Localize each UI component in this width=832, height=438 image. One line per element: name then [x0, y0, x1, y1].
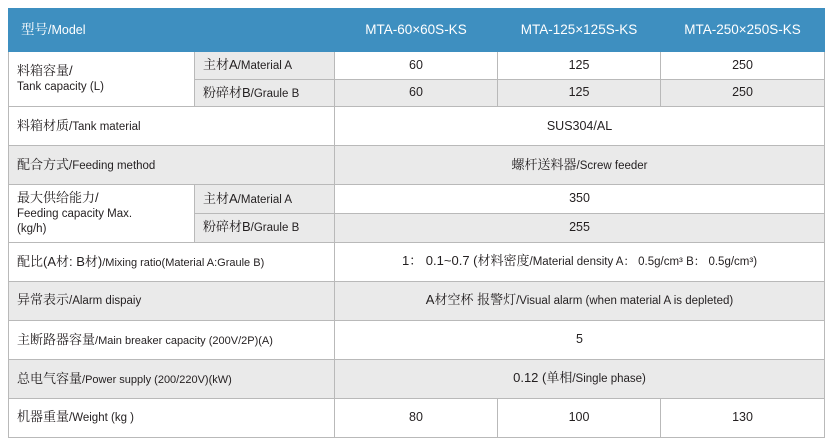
value-alarm-display-en: /Visual alarm (when material A is depleted): [516, 295, 734, 308]
sub-label-material-a-cn: 主材A: [203, 57, 238, 72]
specification-table: [8, 8, 825, 438]
row-label-main-breaker: [9, 320, 335, 359]
value-feeding-method-cn: 螺杆送料器: [511, 156, 577, 172]
table-row: [9, 185, 825, 214]
value-tank-capacity-b-60: 60: [335, 79, 498, 107]
sub-label-feeding-graule-b-en: /Graule B: [250, 222, 300, 235]
sub-label-material-a: [195, 52, 335, 80]
value-feeding-method: [335, 146, 825, 185]
value-feeding-method-en: /Screw feeder: [576, 159, 648, 172]
row-label-weight: [9, 398, 335, 437]
row-label-alarm-display-cn: 异常表示: [17, 292, 70, 308]
row-label-alarm-display-en: /Alarm dispaiy: [69, 295, 142, 308]
row-label-mixing-ratio: [9, 242, 335, 281]
row-label-weight-cn: 机器重量: [17, 409, 70, 425]
header-model-cell: [9, 9, 335, 52]
table-row: [9, 146, 825, 185]
row-label-tank-material: [9, 107, 335, 146]
table-row: [9, 320, 825, 359]
value-weight-100: 100: [498, 398, 661, 437]
sub-label-graule-b-en: /Graule B: [250, 87, 300, 100]
value-mixing-ratio-cn: 1： 0.1~0.7 (材料密度: [401, 253, 530, 269]
value-power-supply-cn: 0.12 (单相: [513, 370, 573, 386]
spec-table-container: [8, 8, 824, 438]
row-label-weight-en: /Weight (kg ): [69, 412, 134, 425]
table-row: [9, 359, 825, 398]
value-tank-capacity-b-250: 250: [661, 79, 825, 107]
row-label-feeding-capacity: [9, 185, 195, 243]
row-label-power-supply-en: /Power supply (200/220V)(kW): [82, 373, 232, 386]
row-label-main-breaker-en: /Main breaker capacity (200V/2P)(A): [95, 334, 273, 347]
row-label-tank-capacity: [9, 52, 195, 107]
sub-label-feeding-material-a-cn: 主材A: [203, 190, 238, 206]
row-label-tank-capacity-cn: 料箱容量/: [17, 63, 73, 79]
row-label-power-supply: [9, 359, 335, 398]
sub-label-feeding-material-a: [195, 185, 335, 214]
value-power-supply-en: /Single phase): [572, 373, 646, 386]
header-model-en: /Model: [48, 22, 86, 37]
value-main-breaker: 5: [335, 320, 825, 359]
row-label-mixing-ratio-cn: 配比(A材: B材): [17, 253, 103, 269]
header-model-cn: 型号: [21, 21, 48, 37]
value-feeding-capacity-b: 255: [335, 213, 825, 242]
row-label-tank-material-en: /Tank material: [69, 120, 141, 133]
value-power-supply: [335, 359, 825, 398]
row-label-feeding-method: [9, 146, 335, 185]
table-row: [9, 242, 825, 281]
value-tank-capacity-b-125: 125: [498, 79, 661, 107]
row-label-feeding-capacity-en: Feeding capacity Max.: [17, 207, 133, 220]
row-label-alarm-display: [9, 281, 335, 320]
row-label-feeding-method-en: /Feeding method: [69, 159, 156, 172]
header-column-1: MTA-60×60S-KS: [335, 9, 498, 52]
row-label-tank-material-cn: 料箱材质: [17, 117, 70, 133]
value-tank-capacity-a-60: 60: [335, 52, 498, 80]
row-label-power-supply-cn: 总电气容量: [17, 370, 83, 386]
value-alarm-display-cn: A材空杯 报警灯: [425, 292, 517, 308]
value-mixing-ratio: [335, 242, 825, 281]
sub-label-graule-b-cn: 粉碎材B: [203, 84, 251, 100]
row-label-tank-capacity-en: Tank capacity (L): [17, 81, 104, 94]
header-column-3: MTA-250×250S-KS: [661, 9, 825, 52]
table-row: [9, 52, 825, 80]
table-row: [9, 281, 825, 320]
value-weight-130: 130: [661, 398, 825, 437]
value-tank-material: SUS304/AL: [335, 107, 825, 146]
sub-label-material-a-en: /Material A: [237, 60, 292, 72]
sub-label-feeding-material-a-en: /Material A: [237, 193, 292, 206]
table-header-row: [9, 9, 825, 52]
row-label-main-breaker-cn: 主断路器容量: [17, 331, 96, 347]
value-feeding-capacity-a: 350: [335, 185, 825, 214]
row-label-mixing-ratio-en: /Mixing ratio(Material A:Graule B): [102, 256, 265, 269]
value-tank-capacity-a-125: 125: [498, 52, 661, 80]
row-label-feeding-method-cn: 配合方式: [17, 156, 70, 172]
value-tank-capacity-a-250: 250: [661, 52, 825, 80]
table-row: [9, 398, 825, 437]
sub-label-graule-b: [195, 79, 335, 107]
row-label-feeding-capacity-unit: (kg/h): [17, 223, 47, 236]
table-row: [9, 107, 825, 146]
sub-label-feeding-graule-b: [195, 213, 335, 242]
value-alarm-display: [335, 281, 825, 320]
row-label-feeding-capacity-cn: 最大供给能力/: [17, 190, 99, 206]
value-weight-80: 80: [335, 398, 498, 437]
header-column-2: MTA-125×125S-KS: [498, 9, 661, 52]
sub-label-feeding-graule-b-cn: 粉碎材B: [203, 219, 251, 235]
value-mixing-ratio-en: /Material density A： 0.5g/cm³ B： 0.5g/cm³): [529, 256, 758, 269]
